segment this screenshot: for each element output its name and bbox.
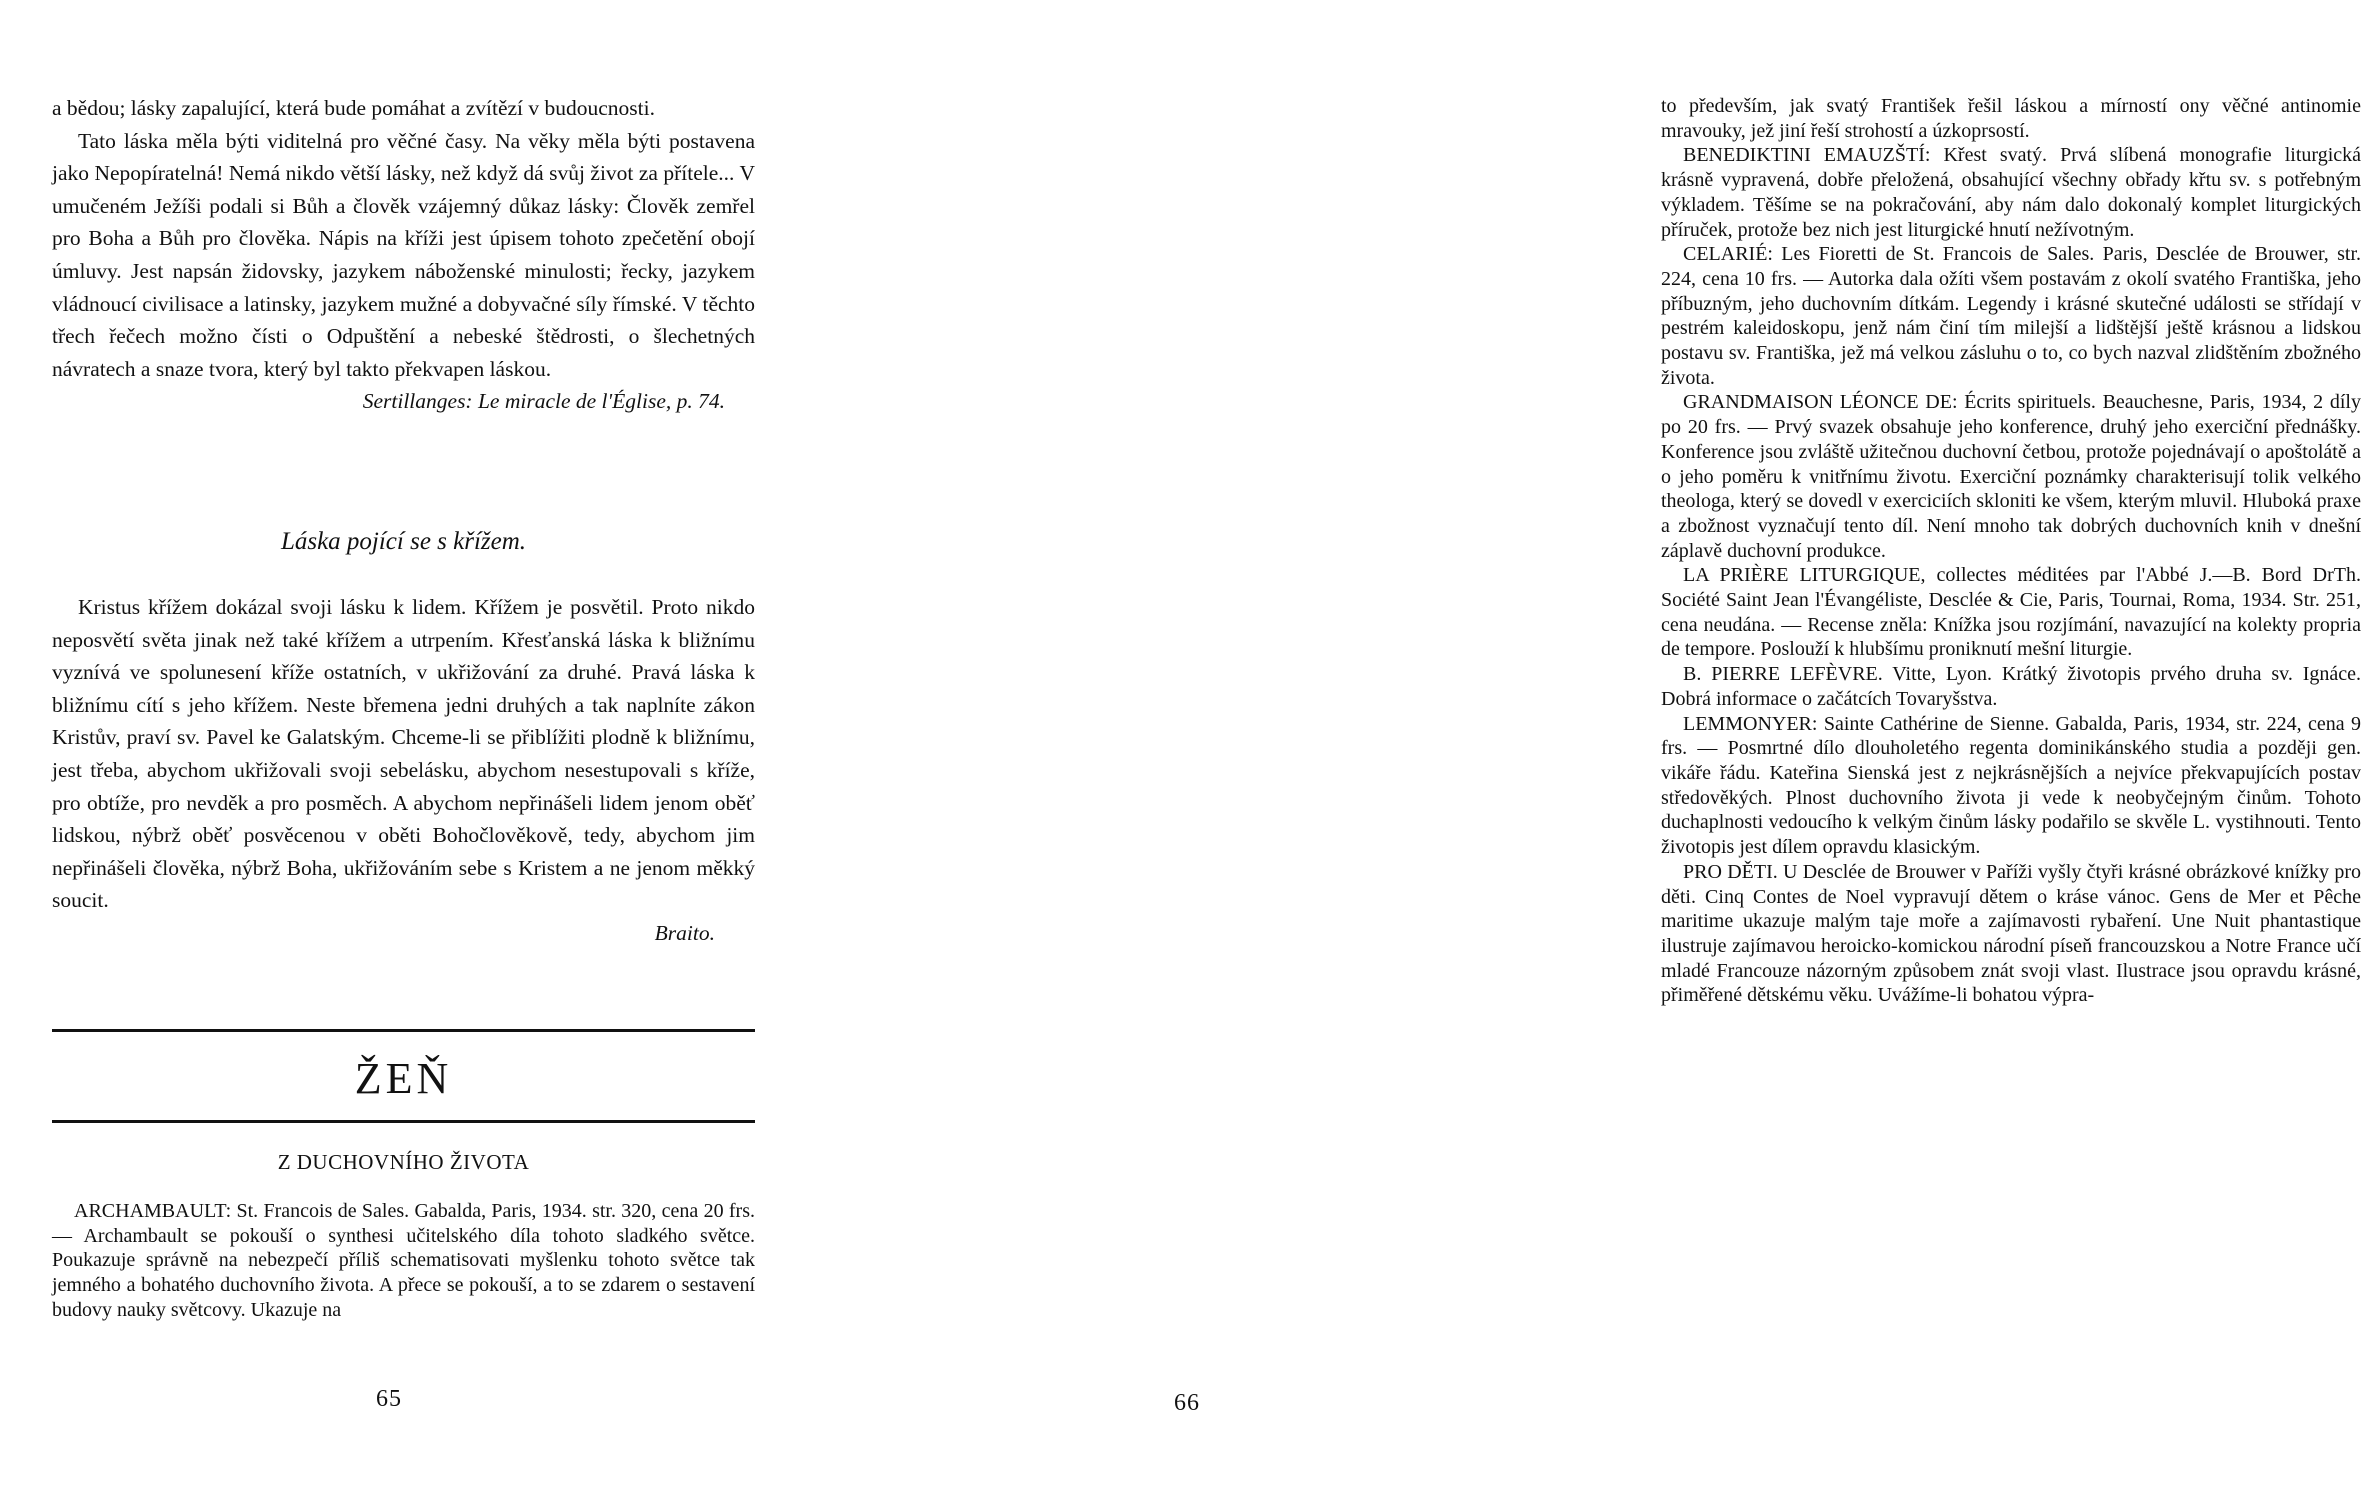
signature-line — [52, 917, 755, 950]
paragraph-1: Tato láska měla býti viditelná pro věčné časy. Na věky měla býti postavena jako Nepopíratelná! Nemá nikdo větší lásky, než když dá svůj život za přítele... V umučeném Ježíši podali si Bůh a člověk vzájemný důkaz lásky: Člověk zemřel pro Boha a Bůh pro člověka. Nápis na kříži jest úpisem tohoto zpečetění obojí úmluvy. Jest napsán židovsky, jazykem náboženské minulosti; řecky, jazykem vládnoucí civilisace a latinsky, jazykem mužné a dobyvačné síly římské. V těchto třech řečech možno čísti o Odpuštění a nebeské štědrosti, o šlechetných návratech a snaze tvora, který byl takto překvapen láskou. — [52, 128, 755, 381]
section-subtitle: Z DUCHOVNÍHO ŽIVOTA — [277, 1150, 530, 1174]
bottom-rule — [52, 1120, 755, 1123]
review-entry: LA PRIÈRE LITURGIQUE, collectes méditées par l'Abbé J.—B. Bord DrTh. Société Saint Jean l'Évangéliste, Desclée & Cie, Paris, Tournai, Roma, 1934. Str. 251, cena neudána. — Recense zněla: Knížka jsou rozjímání, navazující na kolekty propria de tempore. Poslouží k hlubšímu proniknutí mešní liturgie. — [1661, 564, 2361, 661]
left-page — [0, 0, 801, 1500]
section-title: Láska pojící se s křížem. — [280, 528, 527, 555]
top-rule — [52, 1029, 755, 1032]
review-entry: BENEDIKTINI EMAUZŠTÍ: Křest svatý. Prvá slíbená monografie liturgická krásně vypravená, dobře přeložená, obsahující všechny obřady křtu sv. s potřebným výkladem. Těšíme se na pokračování, aby nám dalo dokonalý komplet liturgických příruček, protože bez nich jest liturgické hnutí nežívotným. — [1661, 144, 2361, 241]
intro-text: a bědou; lásky zapalující, která bude pomáhat a zvítězí v budoucnosti. — [52, 96, 655, 120]
review-entry: B. PIERRE LEFÈVRE. Vitte, Lyon. Krátký životopis prvého druha sv. Ignáce. Dobrá informace o začátcích Tovaryšstva. — [1661, 663, 2361, 710]
page-number: 65 — [376, 1386, 402, 1412]
review-entry: ARCHAMBAULT: St. Francois de Sales. Gabalda, Paris, 1934. str. 320, cena 20 frs. — Archambault se pokouší o synthesi učitelského díla tohoto sladkého světce. Poukazuje správně na nebezpečí příliš schematisovati myšlenku tohoto světce tak jemného a bohatého duchovního života. A přece se pokouší, a to se zdarem o sestavení budovy nauky světcovy. Ukazuje na — [52, 1200, 755, 1321]
right-page — [801, 0, 2361, 1500]
big-title: ŽEŇ — [354, 1054, 453, 1103]
section-body — [52, 591, 755, 950]
section-text: Kristus křížem dokázal svoji lásku k lidem. Křížem je posvětil. Proto nikdo neposvětí světa jinak než také křížem a utrpením. Křesťanská láska k bližnímu vyznívá ve spolunesení kříže ostatních, v ukřižování za druhé. Pravá láska k bližnímu cítí s jeho křížem. Neste břemena jedni druhých a tak naplníte zákon Kristův, praví sv. Pavel ke Galatským. Chceme-li se přiblížiti plodně k bližnímu, jest třeba, abychom ukřižovali svoji sebelásku, abychom nesestupovali s kříže, pro obtíže, pro nevděk a pro posměch. A abychom nepřinášeli lidem jenom oběť lidskou, nýbrž oběť posvěcenou v oběti Bohočlověkově, tedy, abychom jim nepřinášeli člověka, nýbrž Boha, ukřižováním sebe s Kristem a ne jenom měkký soucit. — [52, 595, 755, 913]
review-entry: to především, jak svatý František řešil láskou a mírností ony věčné antinomie mravouky, jež jiní řeší strohostí a úzkoprsostí. — [1661, 95, 2361, 142]
left-upper-text — [52, 92, 755, 418]
section-heading-wrap — [52, 528, 755, 556]
page-number: 66 — [1174, 1390, 1200, 1416]
review-entry: PRO DĚTI. U Desclée de Brouwer v Paříži vyšly čtyři krásné obrázkové knížky pro děti. Cinq Contes de Noel vypravují dětem o kráse vánoc. Gens de Mer et Pêche maritime ukazuje malým taje moře a zajímavosti rybaření. Une Nuit phantastique ilustruje zajímavou heroicko-komickou národní píseň francouzskou a Notre France učí mladé Francouze názorným způsobem znát svoji vlast. Ilustrace jsou opravdu krásné, přiměřené dětskému věku. Uvážíme-li bohatou výpra- — [1661, 860, 2361, 1007]
review-block — [52, 1199, 755, 1323]
citation: Sertillanges: Le miracle de l'Église, p. 74. — [362, 389, 725, 414]
review-entry: GRANDMAISON LÉONCE DE: Écrits spirituels. Beauchesne, Paris, 1934, 2 díly po 20 frs. — Prvý svazek obsahuje jeho konference, druhý jeho exerciční přednášky. Konference jsou zvláště užitečnou duchovní četbou, protože pojednávají o apoštolátě a o jeho poměru k vnitřnímu životu. Exerciční poznámky charakterisují tolik velkého theologa, který se dovedl v exerciciích skloniti ke všem, kterým mluvil. Hluboká praxe a zbožnost vyznačují tento díl. Není mnoho tak dobrých duchovních knih v dnešní záplavě duchovní produkce. — [1661, 391, 2361, 562]
review-entry: CELARIÉ: Les Fioretti de St. Francois de Sales. Paris, Desclée de Brouwer, str. 224, cena 10 frs. — Autorka dala ožíti všem postavám z okolí svatého Františka, jeho příbuzným, jeho duchovním dítkám. Legendy i krásné skutečné události se střídají v pestrém kaleidoskopu, jenž nám činí tím milejší a lidštější ještě krásnou a lidskou postavu sv. Františka, jež má velkou zásluhu o to, co bych nazval zlidštěním zbožného života. — [1661, 243, 2361, 389]
reviews-list — [1661, 94, 2361, 1008]
signature: Braito. — [654, 920, 715, 945]
review-entry: LEMMONYER: Sainte Cathérine de Sienne. Gabalda, Paris, 1934, str. 224, cena 9 frs. — Posmrtné dílo dlouholetého regenta dominikánského studia a později gen. vikáře řádu. Kateřina Sienská jest z nejkrásnějších a nejvíce překvapujících postav středověkých. Plnost duchovního života ji vede k neobyčejným činům. Tohoto duchaplnosti vedoucího k velkým činům lásky podařilo se skvěle L. vystihnouti. Tento životopis jest dílem opravdu klasickým. — [1661, 712, 2361, 859]
